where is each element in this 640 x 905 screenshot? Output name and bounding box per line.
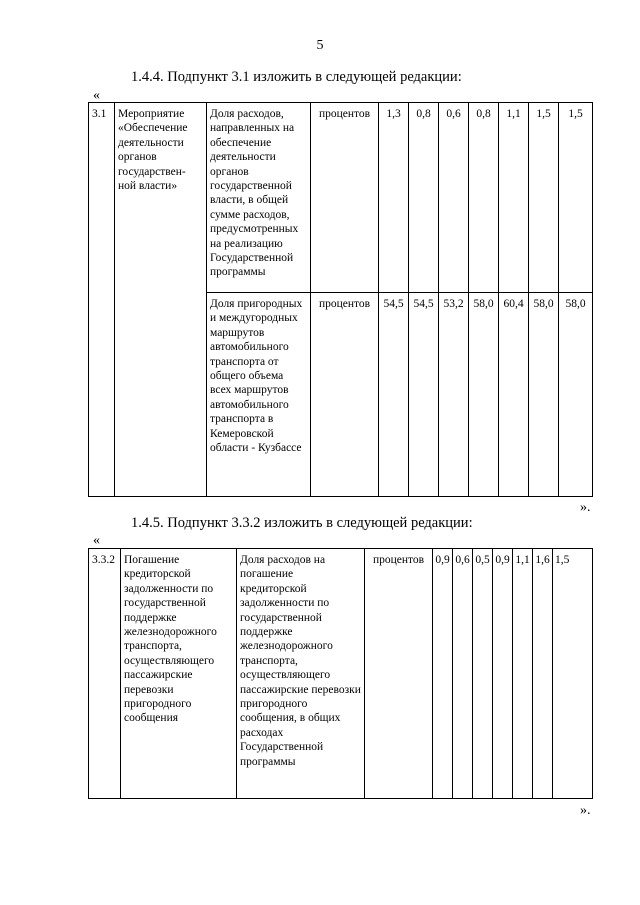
row-code: 3.1	[89, 103, 115, 497]
value-cell: 60,4	[499, 293, 529, 497]
value-cell: 1,1	[499, 103, 529, 293]
value-cell: 0,6	[453, 549, 473, 799]
section1-heading: 1.4.4. Подпункт 3.1 изложить в следующей редакции:	[131, 69, 462, 85]
value-cell: 58,0	[559, 293, 593, 497]
row-code: 3.3.2	[89, 549, 121, 799]
section2-heading: 1.4.5. Подпункт 3.3.2 изложить в следующей редакции:	[131, 515, 473, 531]
value-cell: 0,6	[439, 103, 469, 293]
value-cell: 1,5	[553, 549, 593, 799]
value-cell: 1,5	[529, 103, 559, 293]
value-cell: 0,8	[409, 103, 439, 293]
value-cell: 58,0	[469, 293, 499, 497]
value-cell: 0,9	[493, 549, 513, 799]
value-cell: 58,0	[529, 293, 559, 497]
indicator-name: Доля расходов на погашение кредиторской задолженности по государственной поддержке железнодорожного транспорта, осуществляющего пассажирские перевозки пригородного сообщения, в общих расходах Государственной программы	[237, 549, 365, 799]
value-cell: 0,5	[473, 549, 493, 799]
unit-cell: процентов	[365, 549, 433, 799]
value-cell: 1,1	[513, 549, 533, 799]
section2-quote-open: «	[93, 533, 100, 548]
section2-table	[88, 548, 593, 799]
indicator-name: Доля расходов, направленных на обеспечение деятельности органов государственной власти, в общей сумме расходов, предусмотренных на реализацию Государственной программы	[207, 103, 311, 293]
value-cell: 54,5	[409, 293, 439, 497]
value-cell: 1,6	[533, 549, 553, 799]
measure-name: Погашение кредиторской задолженности по государственной поддержке железнодорожного транспорта, осуществляющего пассажирские перевозки пригородного сообщения	[121, 549, 237, 799]
value-cell: 1,5	[559, 103, 593, 293]
value-cell: 0,9	[433, 549, 453, 799]
measure-name: Мероприятие «Обеспечение деятельности органов государствен-ной власти»	[115, 103, 207, 497]
value-cell: 0,8	[469, 103, 499, 293]
table-row	[89, 103, 593, 293]
section2-quote-close: ».	[580, 803, 591, 818]
section1-table	[88, 102, 593, 497]
page-number: 5	[316, 38, 324, 53]
indicator-name: Доля пригородных и междугородных маршрутов автомобильного транспорта от общего объема всех маршрутов автомобильного транспорта в Кемеровской области - Кузбассе	[207, 293, 311, 497]
unit-cell: процентов	[311, 293, 379, 497]
value-cell: 53,2	[439, 293, 469, 497]
section1-quote-open: «	[93, 88, 100, 103]
table-row	[89, 549, 593, 799]
value-cell: 54,5	[379, 293, 409, 497]
unit-cell: процентов	[311, 103, 379, 293]
section1-quote-close: ».	[580, 500, 591, 515]
value-cell: 1,3	[379, 103, 409, 293]
